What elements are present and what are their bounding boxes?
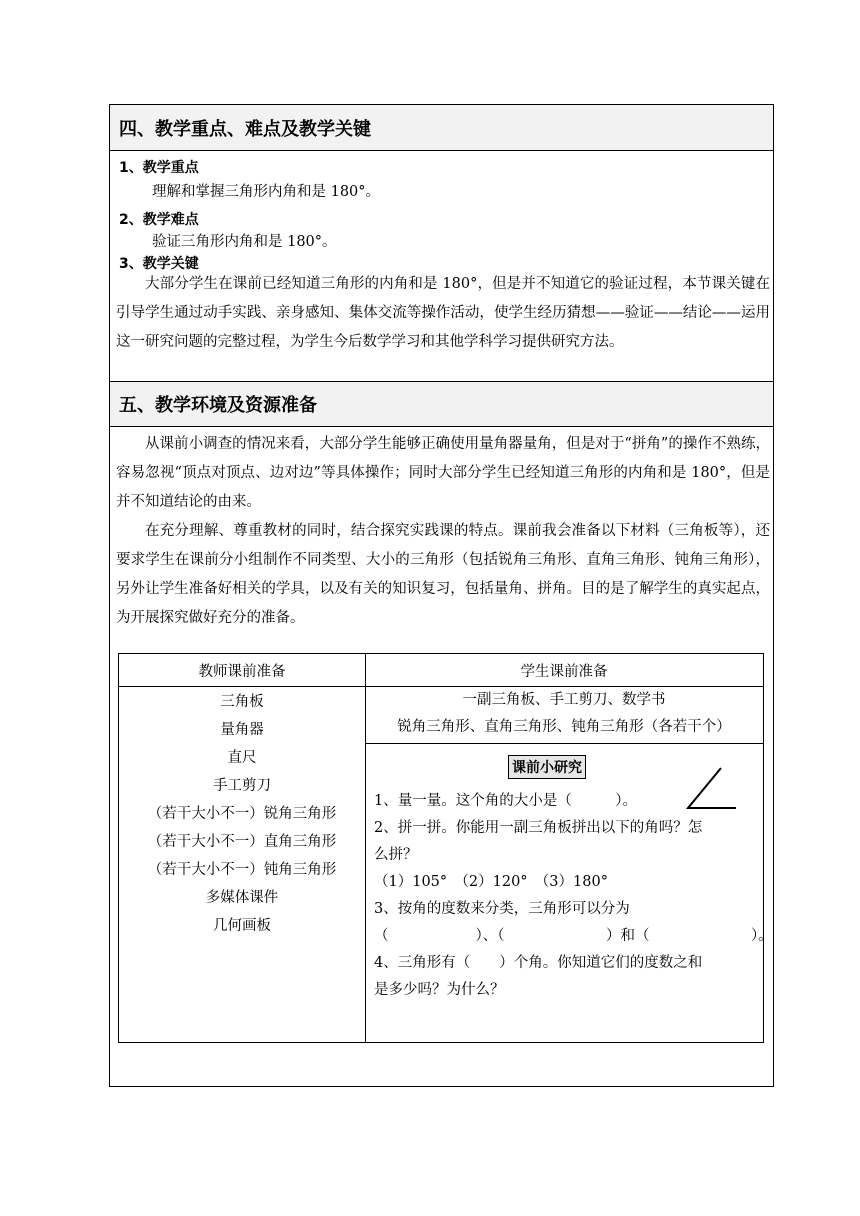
key-heading: 3、教学关键 (119, 256, 199, 272)
teacher-item: （若干大小不一）钝角三角形 (147, 862, 337, 878)
teacher-item: 几何画板 (213, 918, 271, 934)
student-item: 一副三角板、手工剪刀、数学书 (462, 692, 666, 708)
angle-icon (685, 766, 737, 812)
teacher-item: （若干大小不一）直角三角形 (147, 834, 337, 850)
teacher-item: 三角板 (220, 694, 264, 710)
survey-paragraph: 从课前小调查的情况来看，大部分学生能够正确使用量角器量角，但是对于“拼角”的操作不熟练，容易忽视“顶点对顶点、边对边”等具体操作；同时大部分学生已经知道三角形的内角和是 180°，但是并不知道结论的由来。 (116, 436, 770, 510)
lesson-plan-frame (109, 104, 774, 1087)
research-questions (374, 788, 773, 1004)
difficulty-heading: 2、教学难点 (119, 212, 199, 228)
teacher-item: （若干大小不一）锐角三角形 (147, 806, 337, 822)
question-4-line-1: 4、三角形有（ ）个角。你知道它们的度数之和 (374, 955, 703, 971)
research-title-badge: 课前小研究 (508, 755, 586, 779)
student-item: 锐角三角形、直角三角形、钝角三角形（各若干个） (397, 719, 731, 735)
question-1: 1、量一量。这个角的大小是（ ）。 (374, 793, 637, 809)
question-2-line-1: 2、拼一拼。你能用一副三角板拼出以下的角吗？怎 (374, 820, 703, 836)
teacher-item: 量角器 (220, 722, 264, 738)
focus-text: 理解和掌握三角形内角和是 180°。 (152, 184, 381, 200)
student-row-divider (365, 743, 763, 744)
teacher-item: 手工剪刀 (213, 778, 271, 794)
teacher-item: 多媒体课件 (205, 890, 279, 906)
key-paragraph (116, 270, 770, 357)
question-2-options: （1）105° （2）120° （3）180° (374, 874, 608, 890)
section-4-title: 四、教学重点、难点及教学关键 (110, 105, 773, 151)
teacher-item: 直尺 (227, 750, 257, 766)
resource-paragraphs (116, 430, 770, 633)
question-2-line-2: 么拼？ (374, 847, 418, 863)
question-4-line-2: 是多少吗？为什么？ (374, 982, 505, 998)
material-paragraph: 在充分理解、尊重教材的同时，结合探究实践课的特点。课前我会准备以下材料（三角板等），还要求学生在课前分小组制作不同类型、大小的三角形（包括锐角三角形、直角三角形、钝角三角形），另外让学生准备好相关的学具，以及有关的知识复习，包括量角、拼角。目的是了解学生的真实起点，为开展探究做好充分的准备。 (116, 523, 770, 626)
focus-heading: 1、教学重点 (119, 160, 199, 176)
section-5-title: 五、教学环境及资源准备 (110, 381, 773, 427)
student-items-list (365, 687, 763, 741)
teacher-column-header: 教师课前准备 (198, 663, 286, 680)
student-column-header: 学生课前准备 (520, 663, 608, 680)
key-text: 大部分学生在课前已经知道三角形的内角和是 180°，但是并不知道它的验证过程，本节课关键在引导学生通过动手实践、亲身感知、集体交流等操作活动，使学生经历猜想——验证——结论——运用这一研究问题的完整过程，为学生今后数学学习和其他学科学习提供研究方法。 (116, 276, 770, 350)
angle-strokes (688, 768, 736, 808)
teacher-items-list (119, 688, 365, 940)
preparation-table (118, 653, 773, 1043)
difficulty-text: 验证三角形内角和是 180°。 (152, 234, 337, 250)
question-3-line-2: （ ）、（ ）和（ ）。 (374, 928, 773, 944)
question-3-line-1: 3、按角的度数来分类，三角形可以分为 (374, 901, 630, 917)
